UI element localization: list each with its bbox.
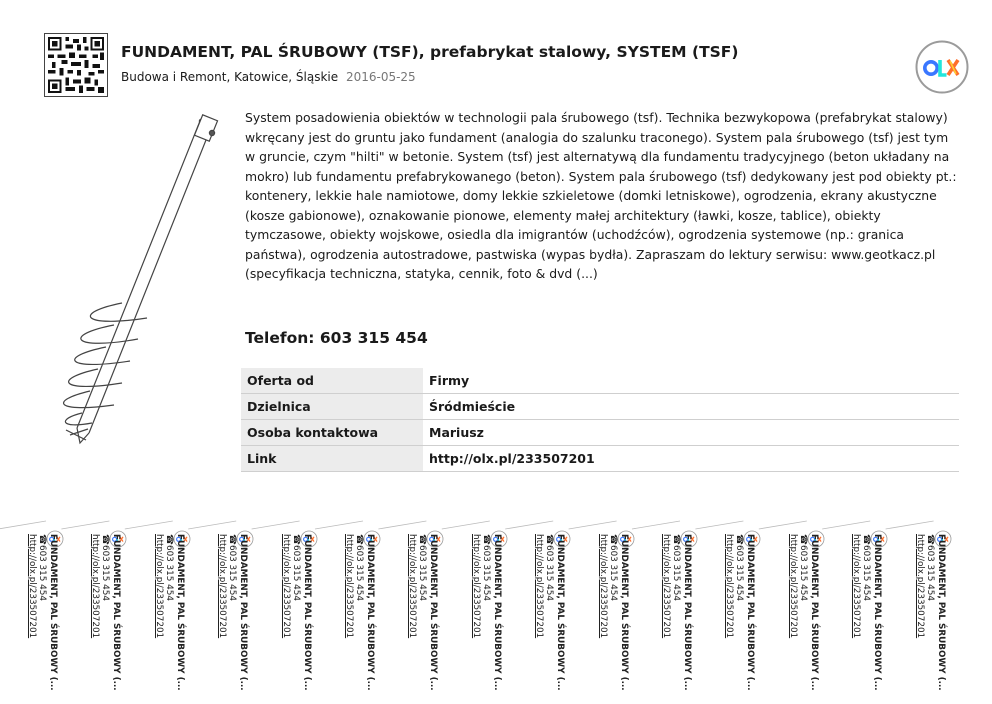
tear-off-phone: [925, 534, 936, 704]
tear-off-link[interactable]: http://olx.pl/233507201: [470, 534, 481, 639]
tear-off-phone-number: 603 315 454: [671, 544, 682, 601]
tear-off-label: [217, 534, 249, 704]
tear-off-title: FUNDAMENT, PAL ŚRUBOWY (...: [111, 534, 122, 691]
phone-icon: ☎: [544, 534, 555, 545]
phone-icon: ☎: [798, 534, 809, 545]
tear-off-link[interactable]: http://olx.pl/233507201: [153, 534, 164, 639]
tear-off-phone-number: 603 315 454: [37, 544, 48, 601]
tear-off-label: [407, 534, 439, 704]
tear-off-link[interactable]: http://olx.pl/233507201: [344, 534, 354, 639]
tear-off-label: [851, 534, 883, 704]
tear-off-link[interactable]: http://olx.pl/233507201: [217, 534, 228, 639]
tear-off-label: [470, 534, 502, 704]
qr-code: [44, 33, 108, 97]
tear-off-link[interactable]: http://olx.pl/233507201: [534, 534, 545, 639]
tear-off-title: FUNDAMENT, PAL ŚRUBOWY (...: [301, 534, 312, 691]
tear-off-title: FUNDAMENT, PAL ŚRUBOWY (...: [808, 534, 819, 691]
tear-off-title: FUNDAMENT, PAL ŚRUBOWY (...: [238, 534, 249, 691]
details-table: [241, 368, 959, 472]
tear-off-phone-number: 603 315 454: [608, 544, 619, 601]
tear-off-title: FUNDAMENT, PAL ŚRUBOWY (...: [491, 534, 502, 691]
detail-value: Śródmieście: [423, 394, 959, 420]
tear-off-title: FUNDAMENT, PAL ŚRUBOWY (...: [428, 534, 439, 691]
phone-icon: ☎: [861, 534, 872, 545]
phone-icon: ☎: [734, 534, 745, 545]
tear-off-title: FUNDAMENT, PAL ŚRUBOWY (...: [555, 534, 566, 691]
phone-icon: ☎: [37, 534, 48, 545]
phone-icon: ☎: [164, 534, 175, 545]
tear-off-link[interactable]: http://olx.pl/233507201: [27, 534, 37, 639]
tear-off-title: FUNDAMENT, PAL ŚRUBOWY (...: [365, 534, 375, 691]
tear-off-label: [153, 534, 185, 704]
tear-off-phone-number: 603 315 454: [291, 544, 302, 601]
tear-off-label: [280, 534, 312, 704]
tear-off-link[interactable]: http://olx.pl/233507201: [280, 534, 291, 639]
phone-icon: ☎: [608, 534, 619, 545]
table-row: [241, 368, 959, 394]
tear-off-phone-number: 603 315 454: [227, 544, 238, 601]
tear-off-phone: [798, 534, 809, 704]
tear-off-link[interactable]: http://olx.pl/233507201: [90, 534, 101, 639]
tear-off-title: FUNDAMENT, PAL ŚRUBOWY (...: [48, 534, 58, 691]
tear-off-phone: [164, 534, 175, 704]
tear-off-phone: [417, 534, 428, 704]
tear-off-phone-number: 603 315 454: [417, 544, 428, 601]
screw-pile-image: [52, 113, 232, 468]
tear-off-phone: [481, 534, 492, 704]
phone-icon: ☎: [291, 534, 302, 545]
tear-off-label: [597, 534, 629, 704]
tear-off-link[interactable]: http://olx.pl/233507201: [597, 534, 608, 639]
tear-off-title: FUNDAMENT, PAL ŚRUBOWY (...: [618, 534, 629, 691]
phone-icon: ☎: [100, 534, 111, 545]
detail-value: Firmy: [423, 368, 959, 394]
tear-off-strip: [914, 520, 992, 702]
tear-off-phone-number: 603 315 454: [164, 544, 175, 601]
phone-icon: ☎: [671, 534, 682, 545]
tear-off-label: [914, 534, 946, 704]
listing-description: System posadowienia obiektów w technologii pala śrubowego (tsf). Technika bezwykopowa (prefabrykat stalowy) wkręcany jest do gruntu jako fundament (analogia do szalunku traconego). System pala śrubowego (tsf) jest tym w gruncie, czym "hilti" w betonie. System (tsf) jest alternatywą dla fundamentu tradycyjnego (beton układany na mokro) lub fundamentu prefabrykowanego (beton). System pala śrubowego (tsf) dedykowany jest pod obiekty pt.: kontenery, lekkie hale namiotowe, domy lekkie szkieletowe (domki letniskowe), ogrodzenia, ekrany akustyczne (kosze gabionowe), oznakowanie pionowe, elementy małej architektury (ławki, kosze, tablice), obiekty tymczasowe, obiekty wojskowe, osiedla dla imigrantów (uchodźców), ogrodzenia systemowe (np.: granica państwa), ogrodzenia autostradowe, pastwiska (wypas bydła). Zapraszam do lektury serwisu: www.geotkacz.pl (specyfikacja techniczna, statyka, cennik, foto & dvd (...): [245, 110, 957, 281]
tear-off-link[interactable]: http://olx.pl/233507201: [851, 534, 862, 639]
tear-off-strips: [0, 520, 992, 702]
tear-off-label: [724, 534, 756, 704]
tear-off-link[interactable]: http://olx.pl/233507201: [724, 534, 735, 639]
tear-off-title: FUNDAMENT, PAL ŚRUBOWY (...: [682, 534, 692, 691]
tear-off-phone-number: 603 315 454: [861, 544, 872, 601]
tear-off-phone: [37, 534, 48, 704]
phone-number: Telefon: 603 315 454: [245, 329, 428, 347]
phone-icon: ☎: [481, 534, 492, 545]
tear-off-phone-number: 603 315 454: [481, 544, 492, 601]
tear-off-title: FUNDAMENT, PAL ŚRUBOWY (...: [174, 534, 185, 691]
tear-off-label: [27, 534, 59, 704]
tear-off-phone-number: 603 315 454: [354, 544, 365, 601]
tear-off-phone: [100, 534, 111, 704]
tear-off-label: [534, 534, 566, 704]
tear-off-label: [90, 534, 122, 704]
table-row: [241, 420, 959, 446]
tear-off-phone-number: 603 315 454: [798, 544, 809, 601]
listing-title: FUNDAMENT, PAL ŚRUBOWY (TSF), prefabrykat stalowy, SYSTEM (TSF): [121, 43, 739, 61]
tear-off-link[interactable]: http://olx.pl/233507201: [407, 534, 418, 639]
tear-off-label: [661, 534, 693, 704]
detail-value: Mariusz: [423, 420, 959, 446]
tear-off-phone: [608, 534, 619, 704]
tear-off-title: FUNDAMENT, PAL ŚRUBOWY (...: [872, 534, 883, 691]
listing-location: Budowa i Remont, Katowice, Śląskie: [121, 70, 339, 84]
phone-icon: ☎: [417, 534, 428, 545]
listing-meta: [121, 70, 416, 84]
phone-icon: ☎: [227, 534, 238, 545]
table-row: [241, 446, 959, 472]
listing-date: 2016-05-25: [345, 70, 416, 84]
tear-off-label: [787, 534, 819, 704]
tear-off-phone: [291, 534, 302, 704]
tear-off-phone-number: 603 315 454: [925, 544, 936, 601]
tear-off-phone: [861, 534, 872, 704]
detail-key: Oferta od: [241, 368, 423, 394]
table-row: [241, 394, 959, 420]
detail-key: Osoba kontaktowa: [241, 420, 423, 446]
detail-key: Dzielnica: [241, 394, 423, 420]
tear-off-phone: [734, 534, 745, 704]
tear-off-phone: [544, 534, 555, 704]
tear-off-title: FUNDAMENT, PAL ŚRUBOWY (...: [935, 534, 946, 691]
phone-icon: ☎: [354, 534, 365, 545]
tear-off-phone-number: 603 315 454: [544, 544, 555, 601]
tear-off-phone-number: 603 315 454: [734, 544, 745, 601]
tear-off-link[interactable]: http://olx.pl/233507201: [787, 534, 798, 639]
tear-off-phone: [354, 534, 365, 704]
olx-logo: [914, 39, 970, 95]
tear-off-link[interactable]: http://olx.pl/233507201: [914, 534, 925, 639]
phone-icon: ☎: [925, 534, 936, 545]
tear-off-title: FUNDAMENT, PAL ŚRUBOWY (...: [745, 534, 756, 691]
tear-off-phone-number: 603 315 454: [100, 544, 111, 601]
qr-code-icon: [48, 37, 104, 93]
detail-key: Link: [241, 446, 423, 472]
tear-off-phone: [227, 534, 238, 704]
tear-off-link[interactable]: http://olx.pl/233507201: [661, 534, 671, 639]
tear-off-phone: [671, 534, 682, 704]
tear-off-label: [344, 534, 376, 704]
detail-value[interactable]: http://olx.pl/233507201: [423, 446, 959, 472]
